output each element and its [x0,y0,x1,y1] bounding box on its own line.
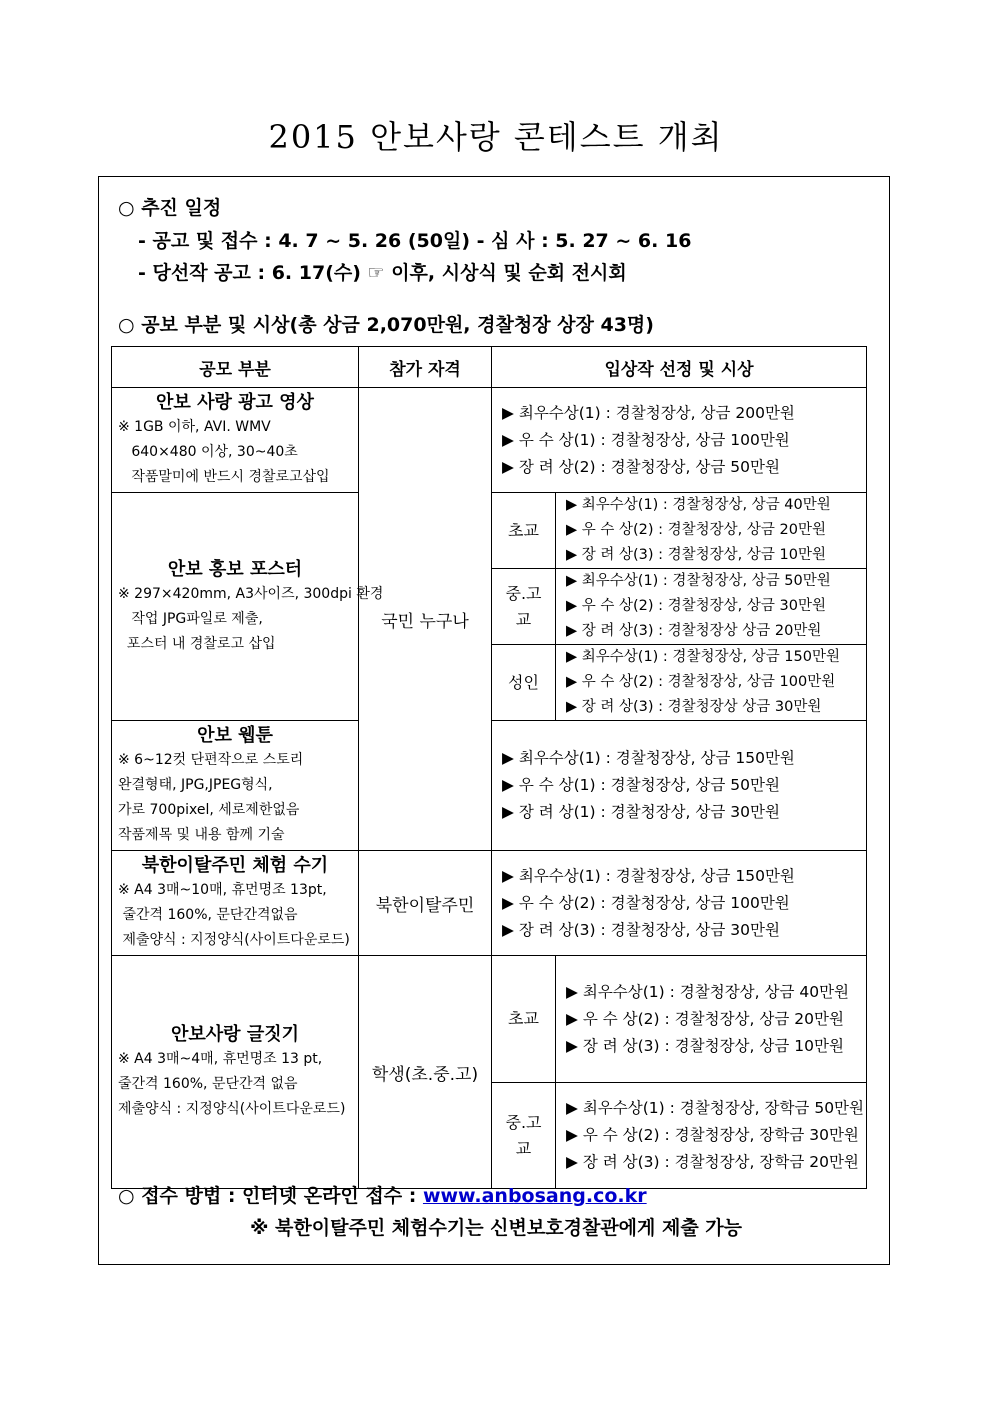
prize-cell [556,956,867,1083]
prize-item: ▶ 우 수 상(1) : 경찰청장상, 상금 100만원 [502,430,790,449]
prize-item: ▶ 장 려 상(3) : 경찰청장상 상금 30만원 [566,699,822,715]
category-note: ※ 1GB 이하, AVI. WMV 640×480 이상, 30~40초 작품말미에 반드시 경찰로고삽입 [118,419,330,485]
group-label: 초교 [492,956,556,1083]
prize-cell [492,388,867,493]
prize-item: ▶ 우 수 상(2) : 경찰청장상, 상금 30만원 [566,598,826,614]
category-note: ※ 6~12컷 단편작으로 스토리 완결형태, JPG,JPEG형식, 가로 700pixel, 세로제한없음 작품제목 및 내용 함께 기술 [118,752,304,843]
category-note: ※ A4 3매~4매, 휴먼명조 13 pt, 줄간격 160%, 문단간격 없음 제출양식 : 지정양식(사이트다운로드) [118,1051,346,1117]
eligibility-cell: 국민 누구나 [359,388,492,851]
prize-cell [556,1083,867,1189]
prize-item: ▶ 장 려 상(3) : 경찰청장상 상금 20만원 [566,623,822,639]
prize-item: ▶ 우 수 상(1) : 경찰청장상, 상금 50만원 [502,776,780,794]
category-name: 북한이탈주민 체험 수기 [141,855,329,876]
category-cell [112,851,359,956]
eligibility-cell: 학생(초.중.고) [359,956,492,1189]
group-label [492,569,556,645]
prize-item: ▶ 최우수상(1) : 경찰청장상, 장학금 50만원 [566,1099,865,1117]
prize-item: ▶ 우 수 상(2) : 경찰청장상, 장학금 30만원 [566,1126,859,1144]
category-cell [112,956,359,1189]
group-label [492,1083,556,1189]
prize-item: ▶ 장 려 상(1) : 경찰청장상, 상금 30만원 [502,803,780,821]
prize-item: ▶ 장 려 상(3) : 경찰청장상, 상금 10만원 [566,547,826,563]
eligibility-cell: 북한이탈주민 [359,851,492,956]
header-category: 공모 부분 [112,347,359,388]
schedule-line-1: - 공고 및 접수 : 4. 7 ~ 5. 26 (50일) - 심 사 : 5. 27 ~ 6. 16 [138,230,692,252]
group-label-text: 중.고교 [505,583,542,629]
group-label-text: 중.고교 [505,1112,542,1158]
category-name: 안보 웹툰 [197,725,273,746]
category-note: ※ 297×420mm, A3사이즈, 300dpi 환경 작업 JPG파일로 제출, 포스터 내 경찰로고 삽입 [118,585,384,652]
prize-item: ▶ 우 수 상(2) : 경찰청장상, 상금 100만원 [502,893,790,912]
prize-item: ▶ 최우수상(1) : 경찰청장상, 상금 40만원 [566,982,850,1001]
category-name: 안보 사랑 광고 영상 [156,392,314,413]
group-label: 성인 [492,645,556,721]
prize-item: ▶ 우 수 상(2) : 경찰청장상, 상금 20만원 [566,522,826,538]
awards-table [111,346,867,1189]
prize-item: ▶ 최우수상(1) : 경찰청장상, 상금 150만원 [502,866,795,885]
prize-item: ▶ 최우수상(1) : 경찰청장상, 상금 150만원 [502,749,795,767]
category-cell [112,493,384,721]
prize-cell [492,851,867,956]
prize-cell [556,493,867,569]
prize-item: ▶ 최우수상(1) : 경찰청장상, 상금 50만원 [566,573,831,589]
category-name: 안보 홍보 포스터 [167,558,303,580]
submission-label: ○ 접수 방법 : 인터넷 온라인 접수 : [118,1185,423,1207]
awards-heading: ○ 공보 부분 및 시상(총 상금 2,070만원, 경찰청장 상장 43명) [118,314,654,336]
prize-item: ▶ 최우수상(1) : 경찰청장상, 상금 40만원 [566,497,831,513]
schedule-heading: ○ 추진 일정 [118,197,222,219]
prize-item: ▶ 장 려 상(3) : 경찰청장상, 상금 30만원 [502,920,780,939]
category-note: ※ A4 3매~10매, 휴먼명조 13pt, 줄간격 160%, 문단간격없음 제출양식 : 지정양식(사이트다운로드) [118,882,350,948]
submission-url-link[interactable]: www.anbosang.co.kr [422,1185,647,1207]
category-cell [112,388,359,493]
table-row [112,956,867,1083]
prize-item: ▶ 우 수 상(2) : 경찰청장상, 상금 100만원 [566,674,836,690]
category-cell [112,721,359,851]
header-eligibility: 참가 자격 [359,347,492,388]
prize-item: ▶ 장 려 상(3) : 경찰청장상, 상금 10만원 [566,1036,844,1055]
prize-item: ▶ 장 려 상(2) : 경찰청장상, 상금 50만원 [502,457,780,476]
schedule-line-2: - 당선작 공고 : 6. 17(수) ☞ 이후, 시상식 및 순회 전시회 [138,262,627,284]
submission-note: ※ 북한이탈주민 체험수기는 신변보호경찰관에게 제출 가능 [249,1217,743,1239]
prize-item: ▶ 최우수상(1) : 경찰청장상, 상금 150만원 [566,649,840,665]
prize-cell [556,645,867,721]
submission-line [118,1181,647,1208]
category-name: 안보사랑 글짓기 [171,1024,299,1045]
group-label: 초교 [492,493,556,569]
table-row [112,851,867,956]
prize-item: ▶ 우 수 상(2) : 경찰청장상, 상금 20만원 [566,1009,844,1028]
header-prizes: 입상작 선정 및 시상 [492,347,867,388]
prize-cell [556,569,867,645]
table-header-row [112,347,867,388]
table-row [112,388,867,493]
page-title: 2015 안보사랑 콘테스트 개최 [268,118,724,156]
prize-item: ▶ 장 려 상(3) : 경찰청장상, 장학금 20만원 [566,1153,859,1171]
prize-item: ▶ 최우수상(1) : 경찰청장상, 상금 200만원 [502,403,795,422]
prize-cell [492,721,867,851]
